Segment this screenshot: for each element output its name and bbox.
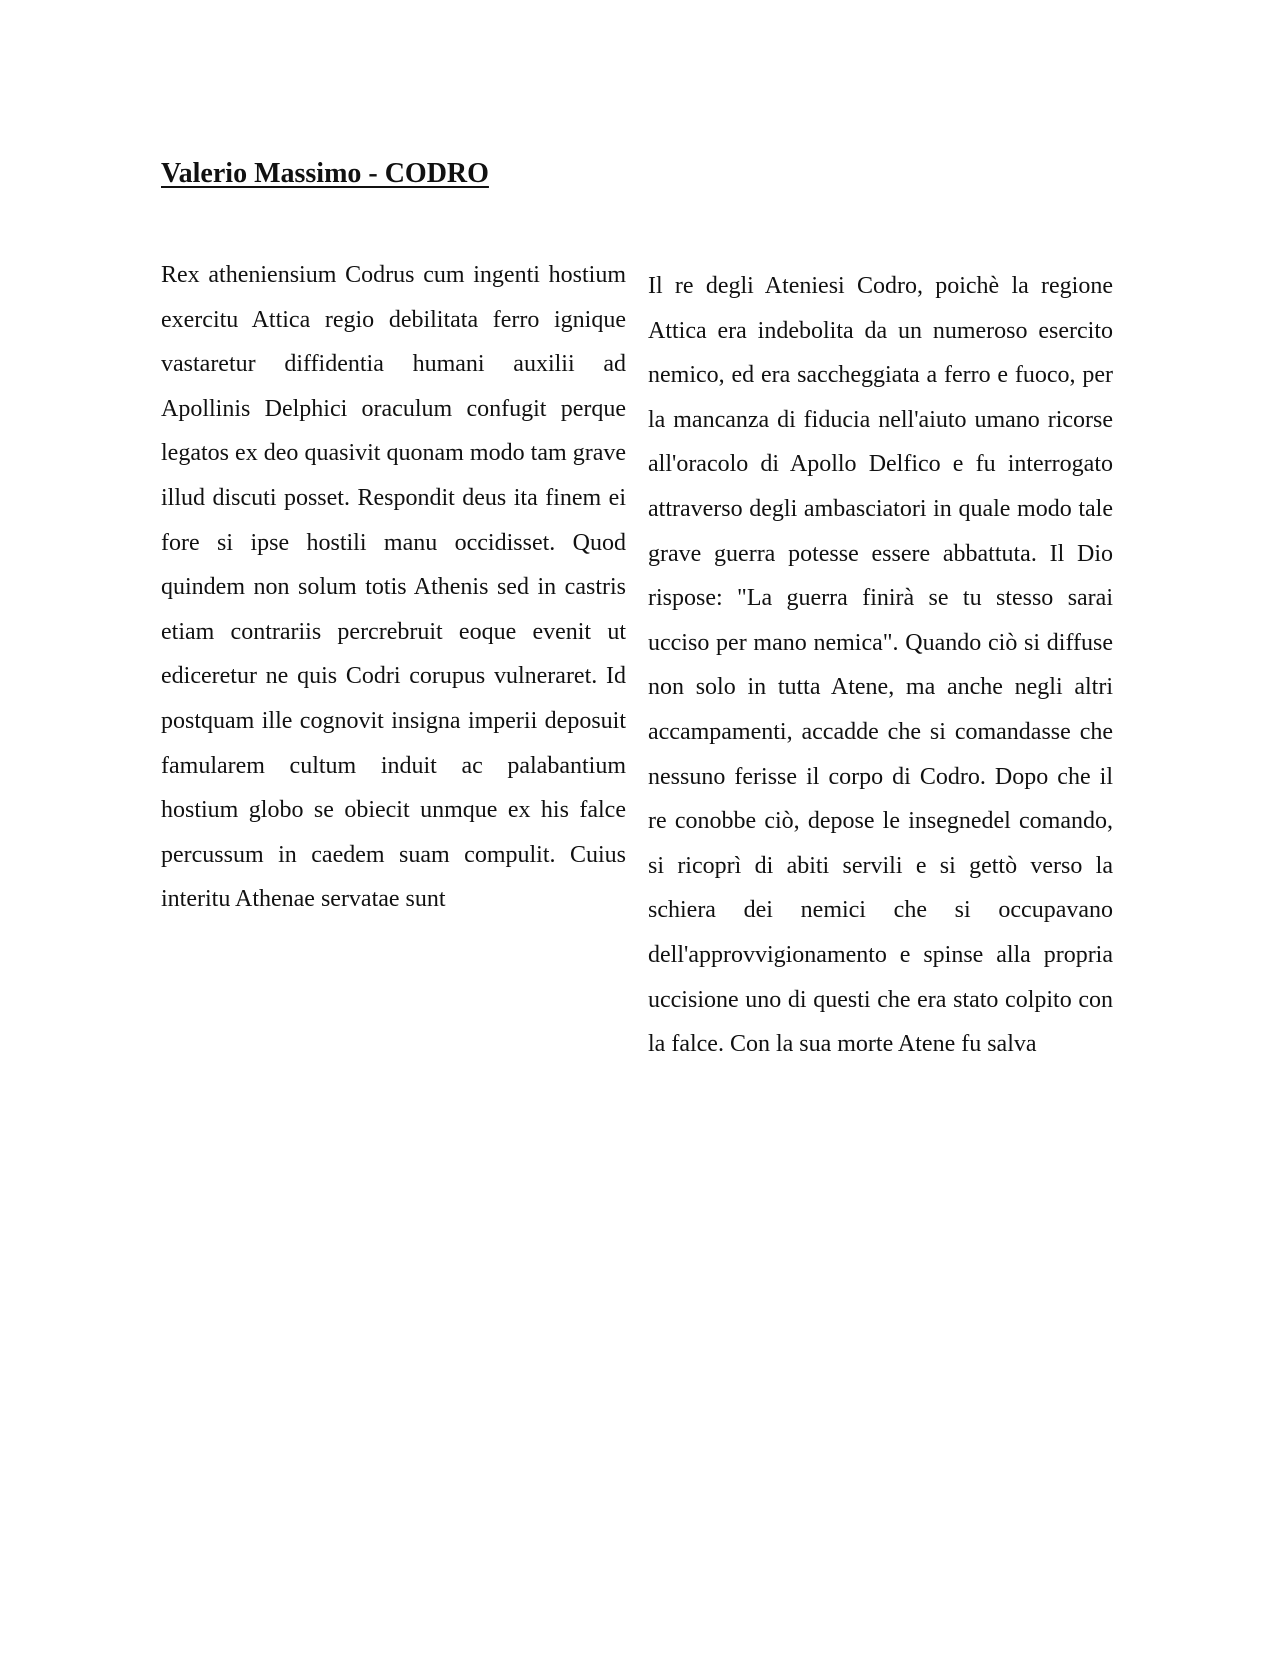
document-title: Valerio Massimo - CODRO <box>161 158 489 189</box>
latin-text-column: Rex atheniensium Codrus cum ingenti hostium exercitu Attica regio debilitata ferro ignique vastaretur diffidentia humani auxilii ad Apollinis Delphici oraculum confugit perque legatos ex deo quasivit quonam modo tam grave illud discuti posset. Respondit deus ita finem ei fore si ipse hostili manu occidisset. Quod quindem non solum totis Athenis sed in castris etiam contrariis percrebruit eoque evenit ut ediceretur ne quis Codri corupus vulneraret. Id postquam ille cognovit insigna imperii deposuit famularem cultum induit ac palabantium hostium globo se obiecit unmque ex his falce percussum in caedem suam compulit. Cuius interitu Athenae servatae sunt <box>161 262 626 913</box>
italian-translation-column: Il re degli Ateniesi Codro, poichè la regione Attica era indebolita da un numeroso esercito nemico, ed era saccheggiata a ferro e fuoco, per la mancanza di fiducia nell'aiuto umano ricorse all'oracolo di Apollo Delfico e fu interrogato attraverso degli ambasciatori in quale modo tale grave guerra potesse essere abbattuta. Il Dio rispose: "La guerra finirà se tu stesso sarai ucciso per mano nemica". Quando ciò si diffuse non solo in tutta Atene, ma anche negli altri accampamenti, accadde che si comandasse che nessuno ferisse il corpo di Codro. Dopo che il re conobbe ciò, depose le insegnedel comando, si ricoprì di abiti servili e si gettò verso la schiera dei nemici che si occupavano dell'approvvigionamento e spinse alla propria uccisione uno di questi che era stato colpito con la falce. Con la sua morte Atene fu salva <box>648 273 1113 1058</box>
